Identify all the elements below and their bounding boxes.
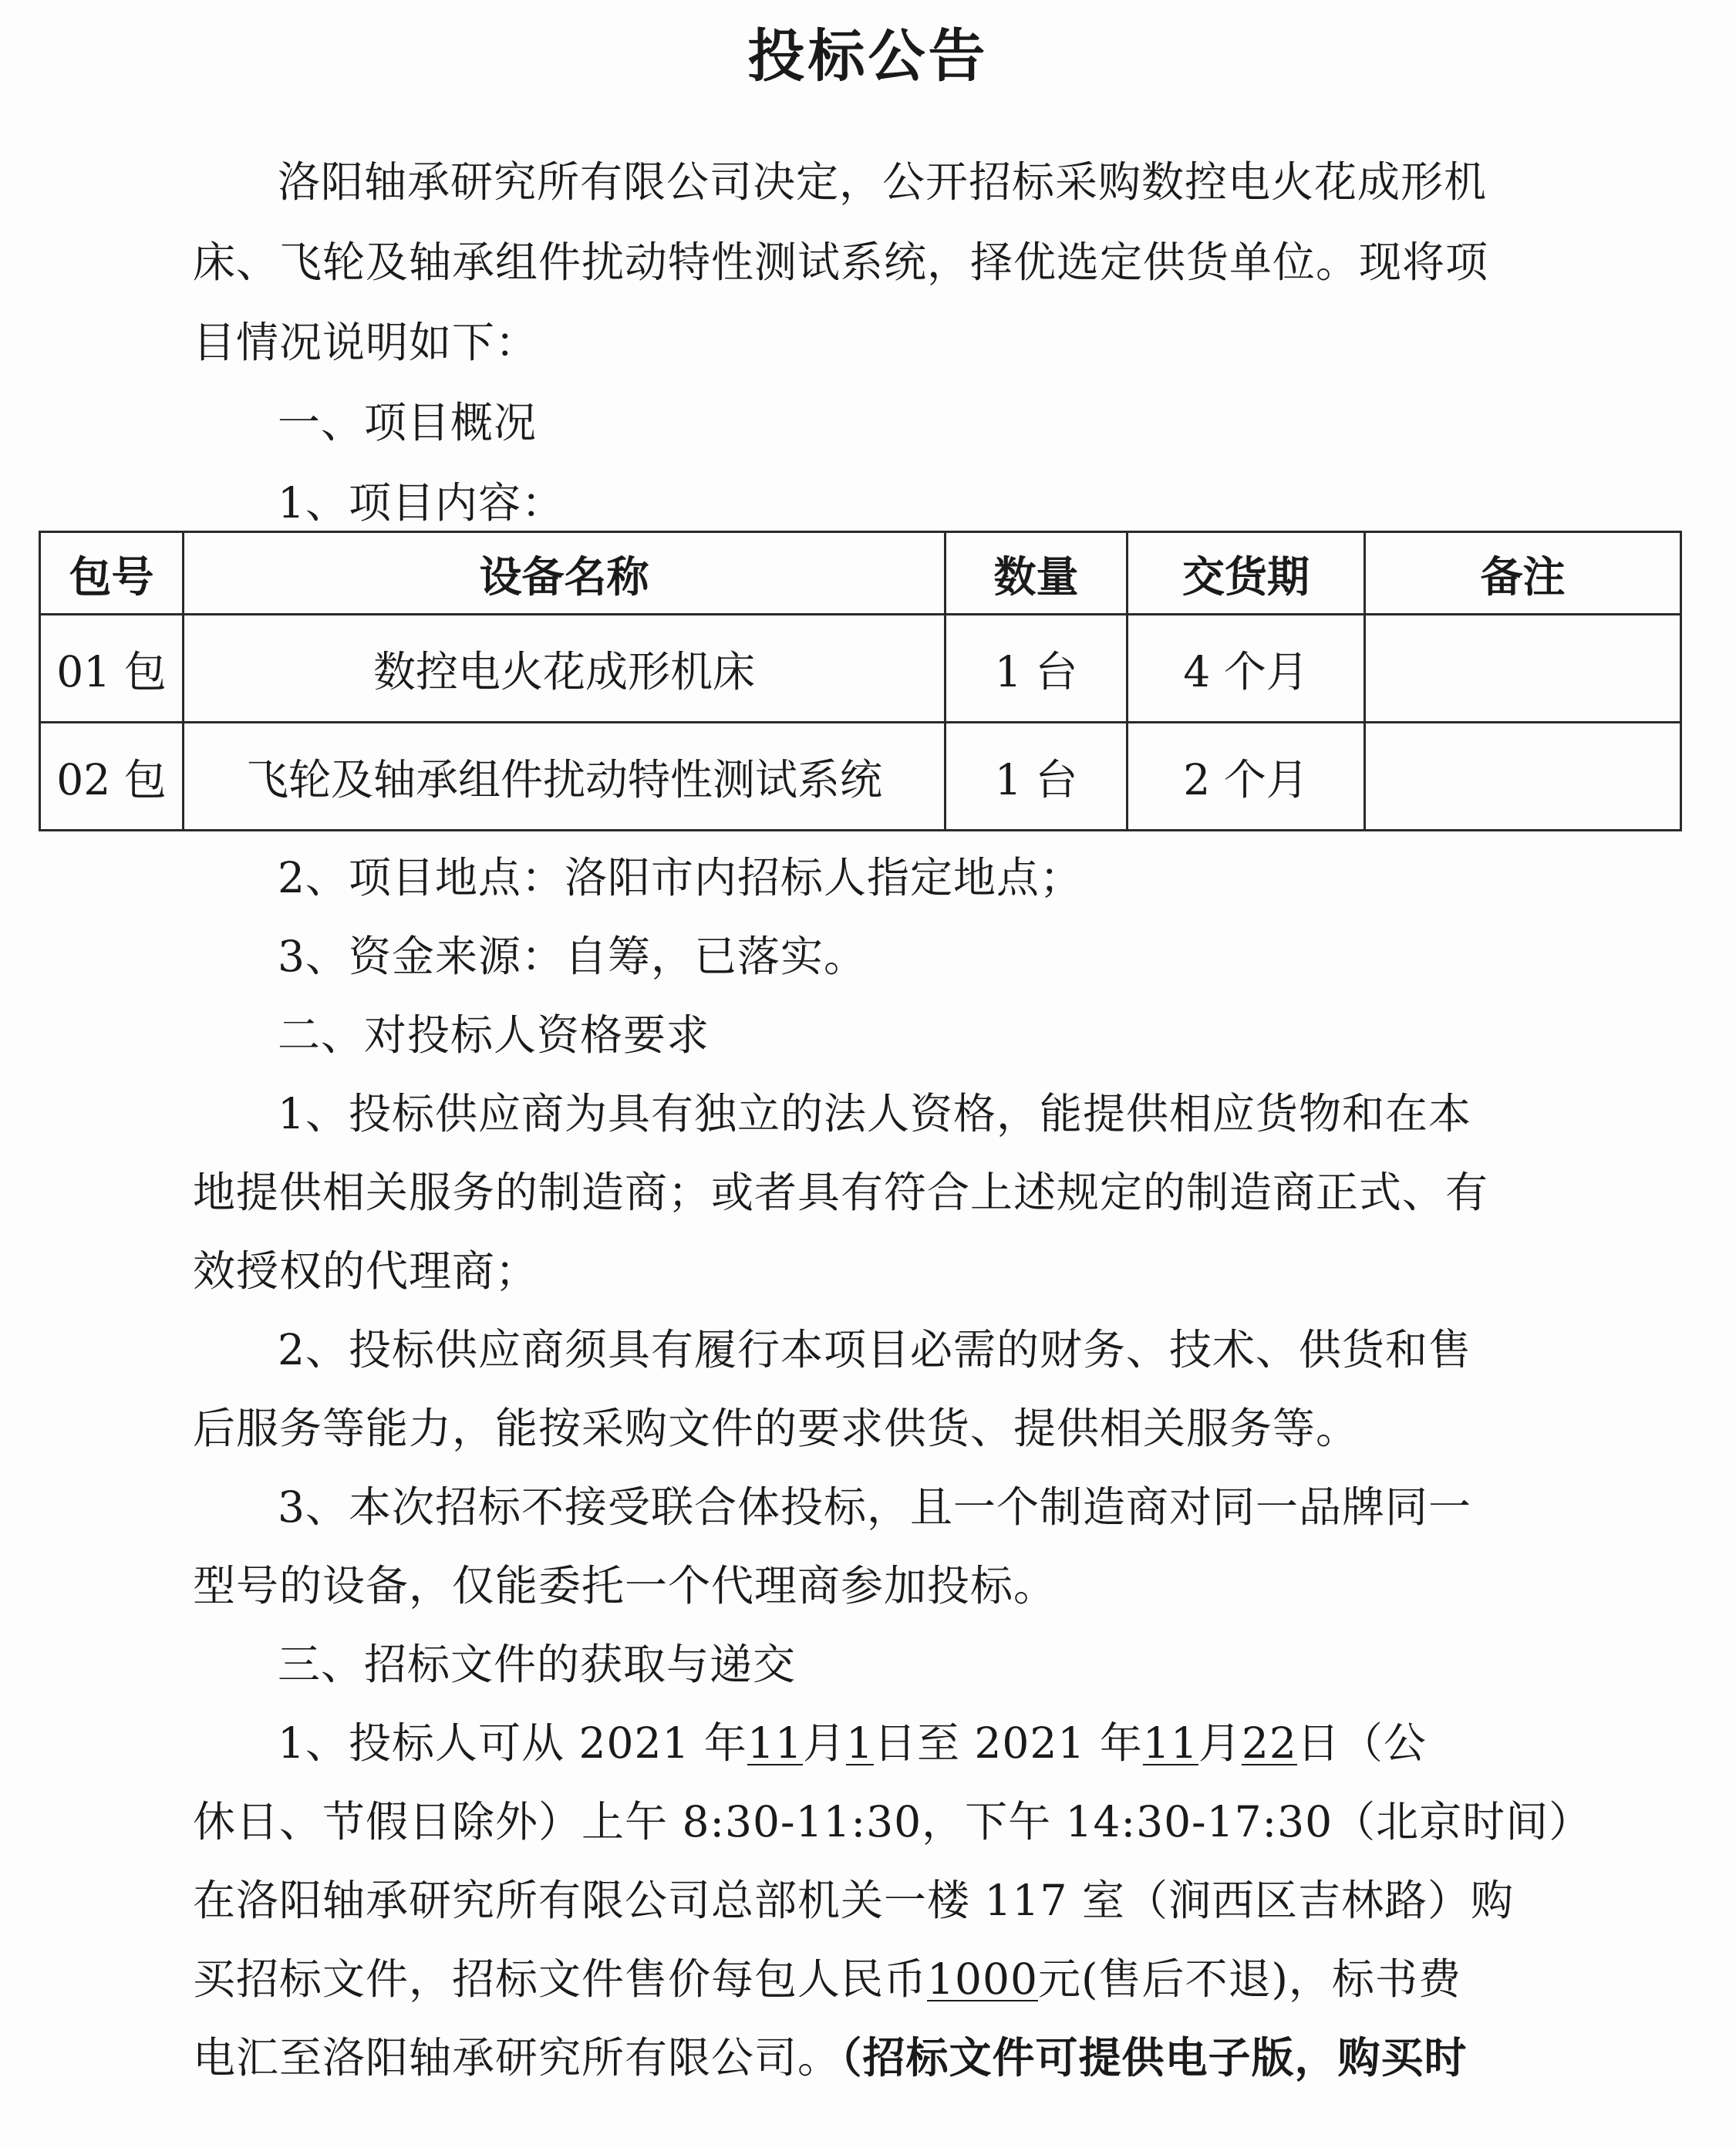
- header-remarks: 备注: [1365, 532, 1681, 615]
- section-2-heading: 二、对投标人资格要求: [278, 1010, 710, 1060]
- text-segment: 电汇至洛阳轴承研究所有限公司。: [193, 2033, 841, 2082]
- header-quantity: 数量: [946, 532, 1128, 615]
- section-2-p3-line-1: 3、本次招标不接受联合体投标，且一个制造商对同一品牌同一: [278, 1482, 1471, 1532]
- intro-line-1: 洛阳轴承研究所有限公司决定，公开招标采购数控电火花成形机: [278, 157, 1488, 207]
- cell-quantity: 1 台: [946, 615, 1128, 723]
- section-3-line-4: [193, 1948, 1535, 2010]
- cell-quantity: 1 台: [946, 723, 1128, 831]
- table-header-row: [40, 532, 1681, 615]
- section-1-item-2: 2、项目地点：洛阳市内招标人指定地点；: [278, 853, 1083, 902]
- section-2-p2-line-1: 2、投标供应商须具有履行本项目必需的财务、技术、供货和售: [278, 1325, 1471, 1374]
- section-3-heading: 三、招标文件的获取与递交: [278, 1640, 797, 1689]
- table-row: [40, 615, 1681, 723]
- cell-equipment-name: 飞轮及轴承组件扰动特性测试系统: [184, 723, 946, 831]
- text-segment: 元(售后不退)，标书费: [1038, 1954, 1461, 2004]
- text-segment: 月: [802, 1718, 846, 1768]
- cell-remarks: [1365, 723, 1681, 831]
- table-row: [40, 723, 1681, 831]
- cell-package: 02 包: [40, 723, 184, 831]
- section-3-line-2: 休日、节假日除外）上午 8:30-11:30，下午 14:30-17:30（北京时间）: [193, 1797, 1593, 1846]
- section-2-p2-line-2: 后服务等能力，能按采购文件的要求供货、提供相关服务等。: [193, 1404, 1360, 1453]
- bold-note: （招标文件可提供电子版，购买时: [841, 2033, 1468, 2082]
- document-price: 1000: [927, 1954, 1038, 2004]
- section-2-p1-line-3: 效授权的代理商；: [193, 1246, 539, 1296]
- start-day: 1: [845, 1718, 874, 1768]
- text-segment: 日（公: [1296, 1718, 1427, 1768]
- section-2-p1-line-2: 地提供相关服务的制造商；或者具有符合上述规定的制造商正式、有: [193, 1168, 1489, 1217]
- start-month: 11: [747, 1718, 803, 1768]
- section-1-heading: 一、项目概况: [278, 398, 538, 447]
- page-title: 投标公告: [747, 23, 989, 89]
- section-3-line-1: [278, 1712, 1620, 1774]
- intro-line-2: 床、飞轮及轴承组件扰动特性测试系统，择优选定供货单位。现将项: [193, 238, 1489, 287]
- section-2-p1-line-1: 1、投标供应商为具有独立的法人资格，能提供相应货物和在本: [278, 1089, 1471, 1138]
- text-segment: 月: [1198, 1718, 1242, 1768]
- text-segment: 日至 2021 年: [873, 1718, 1143, 1768]
- text-segment: 买招标文件，招标文件售价每包人民币: [193, 1954, 928, 2004]
- section-2-p3-line-2: 型号的设备，仅能委托一个代理商参加投标。: [193, 1561, 1057, 1610]
- cell-delivery: 4 个月: [1128, 615, 1365, 723]
- section-3-line-5: [193, 2027, 1535, 2089]
- section-3-line-3: 在洛阳轴承研究所有限公司总部机关一楼 117 室（涧西区吉林路）购: [193, 1876, 1514, 1925]
- text-segment: 1、投标人可从 2021 年: [278, 1718, 747, 1768]
- end-day: 22: [1241, 1718, 1297, 1768]
- intro-line-3: 目情况说明如下：: [193, 318, 539, 367]
- section-1-item-3: 3、资金来源：自筹，已落实。: [278, 932, 867, 981]
- cell-equipment-name: 数控电火花成形机床: [184, 615, 946, 723]
- header-package: 包号: [40, 532, 184, 615]
- section-1-item-1: 1、项目内容：: [278, 478, 565, 528]
- project-items-table: [39, 531, 1682, 831]
- cell-delivery: 2 个月: [1128, 723, 1365, 831]
- header-equipment-name: 设备名称: [184, 532, 946, 615]
- cell-package: 01 包: [40, 615, 184, 723]
- end-month: 11: [1142, 1718, 1198, 1768]
- cell-remarks: [1365, 615, 1681, 723]
- header-delivery: 交货期: [1128, 532, 1365, 615]
